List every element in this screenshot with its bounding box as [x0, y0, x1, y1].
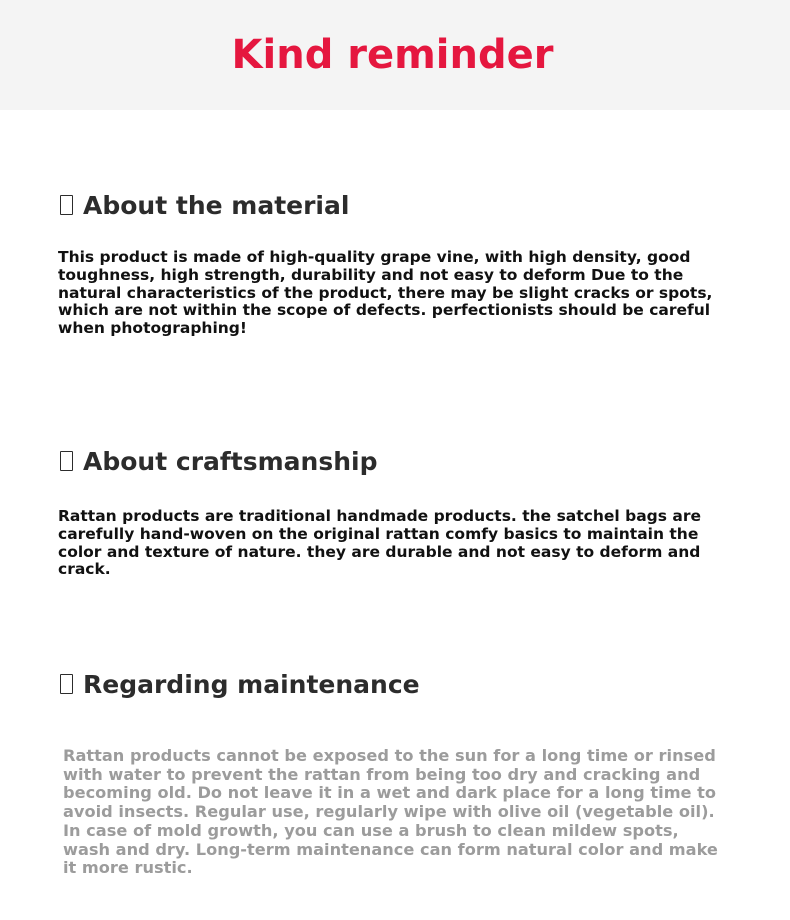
page-title: Kind reminder: [231, 32, 554, 78]
section-heading-craftsmanship: [60, 446, 377, 478]
section-heading-material: [60, 190, 349, 222]
section-heading-maintenance: [60, 669, 420, 701]
section-heading-material-label: About the material: [83, 191, 350, 220]
checkbox-square-icon: [60, 451, 73, 471]
header-banner: [0, 0, 790, 110]
section-heading-maintenance-label: Regarding maintenance: [83, 670, 420, 699]
section-body-craftsmanship: Rattan products are traditional handmade products. the satchel bags are carefully hand-woven on the original rattan comfy basics to maintain the color and texture of nature. they are durable and not easy to deform and crack.: [58, 507, 701, 579]
section-body-maintenance: Rattan products cannot be exposed to the sun for a long time or rinsed with water to prevent the rattan from being too dry and cracking and becoming old. Do not leave it in a wet and dark place for a long time to avoid insects. Regular use, regularly wipe with olive oil (vegetable oil). In case of mold growth, you can use a brush to clean mildew spots, wash and dry. Long-term maintenance can form natural color and make it more rustic.: [63, 746, 718, 878]
checkbox-square-icon: [60, 674, 73, 694]
section-body-material: This product is made of high-quality grape vine, with high density, good toughness, high strength, durability and not easy to deform Due to the natural characteristics of the product, there may be slight cracks or spots, which are not within the scope of defects. perfectionists should be careful when photographing!: [58, 248, 713, 338]
section-heading-craftsmanship-label: About craftsmanship: [83, 447, 378, 476]
checkbox-square-icon: [60, 195, 73, 215]
